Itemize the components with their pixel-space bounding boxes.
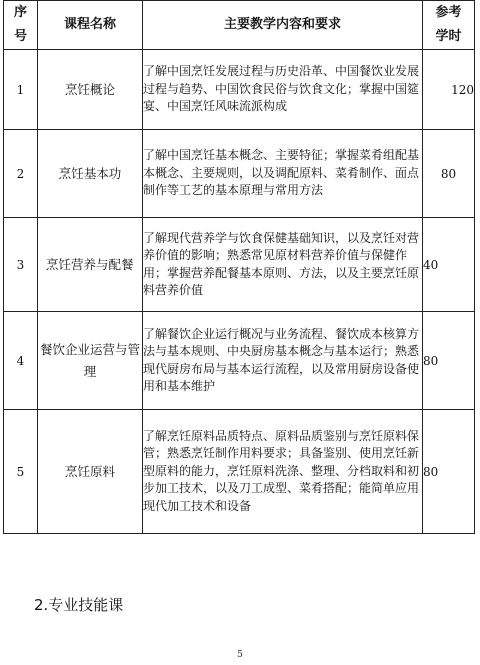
row-number: 5: [4, 410, 38, 534]
course-name: 烹饪概论: [38, 50, 143, 130]
table-row: [4, 312, 475, 410]
course-hours: 80: [423, 130, 475, 218]
course-content: 了解餐饮企业运行概况与业务流程、餐饮成本核算方法与基本规则、中央厨房基本概念与基本运行；熟悉现代厨房布局与基本运行流程，以及常用厨房设备使用和基本维护: [143, 312, 423, 410]
row-number: 4: [4, 312, 38, 410]
row-number: 3: [4, 218, 38, 312]
section-heading: 2.专业技能课: [34, 596, 124, 614]
page-number: 5: [237, 650, 243, 660]
course-content: 了解现代营养学与饮食保健基础知识，以及烹饪对营养价值的影响；熟悉常见原材料营养价值与保健作用；掌握营养配餐基本原则、方法，以及主要烹饪原料营养价值: [143, 218, 423, 312]
header-content: 主要教学内容和要求: [143, 1, 423, 50]
course-name: 烹饪营养与配餐: [38, 218, 143, 312]
table-row: [4, 50, 475, 130]
course-content: 了解中国烹饪发展过程与历史沿革、中国餐饮业发展过程与趋势、中国饮食民俗与饮食文化；掌握中国筵宴、中国烹饪风味流派构成: [143, 50, 423, 130]
table-row: [4, 410, 475, 534]
course-name: 烹饪基本功: [38, 130, 143, 218]
course-hours: 40: [423, 218, 475, 312]
header-number: [4, 1, 38, 50]
course-hours: 120: [423, 50, 475, 130]
course-hours: 80: [423, 312, 475, 410]
header-hours-line2: 学时: [435, 29, 462, 44]
header-number-line2: 号: [13, 29, 27, 44]
table-row: [4, 130, 475, 218]
header-hours-line1: 参考: [435, 5, 462, 20]
table-row: [4, 218, 475, 312]
course-table: [3, 0, 475, 534]
course-content: 了解中国烹饪基本概念、主要特征；掌握菜肴组配基本概念、主要规则，以及调配原料、菜肴制作、面点制作等工艺的基本原理与常用方法: [143, 130, 423, 218]
table-header-row: [4, 1, 475, 50]
row-number: 2: [4, 130, 38, 218]
header-hours: [423, 1, 475, 50]
course-name: 餐饮企业运营与管理: [38, 312, 143, 410]
header-number-line1: 序: [13, 5, 27, 20]
course-name: 烹饪原料: [38, 410, 143, 534]
course-content: 了解烹饪原料品质特点、原料品质鉴别与烹饪原料保管；熟悉烹饪制作用料要求；具备鉴别、使用烹饪新型原料的能力，烹饪原料洗涤、整理、分档取料和初步加工技术，以及刀工成型、菜肴搭配；能简单应用现代加工技术和设备: [143, 410, 423, 534]
header-course-name: 课程名称: [38, 1, 143, 50]
row-number: 1: [4, 50, 38, 130]
course-hours: 80: [423, 410, 475, 534]
